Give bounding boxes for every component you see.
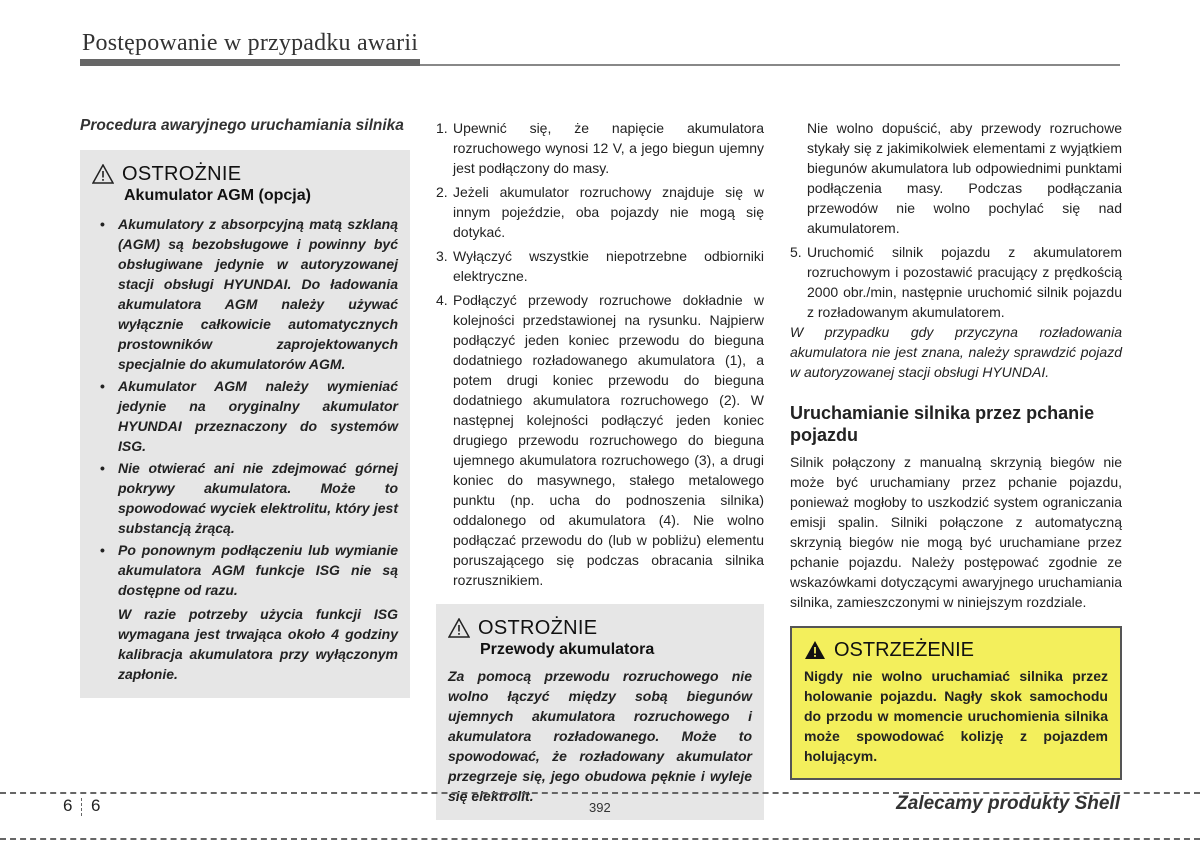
bottom-divider [0, 838, 1200, 840]
caution-box-agm [80, 150, 410, 698]
warning-triangle-icon [92, 164, 114, 184]
section-page-number [63, 796, 100, 816]
footer-slogan: Zalecamy produkty Shell [896, 793, 1120, 814]
list-item: • Akumulator AGM należy wymieniać jedynie na oryginalny akumulator HYUNDAI przeznaczony do systemów ISG. [92, 376, 398, 456]
list-item [436, 290, 764, 590]
warning-title-text: OSTRZEŻENIE [834, 639, 975, 661]
page-counter: 392 [589, 800, 611, 815]
procedure-steps [436, 118, 764, 590]
step-number: 1. [436, 120, 448, 136]
list-item: • Po ponownym podłączeniu lub wymianie akumulatora AGM funkcje ISG nie są dostępne od razu. [92, 540, 398, 600]
caution-subtitle: Przewody akumulatora [480, 641, 655, 658]
column-left [80, 116, 410, 698]
section-number: 6 [63, 796, 73, 815]
list-item [436, 182, 764, 242]
step-number: 5. [790, 244, 802, 260]
section-heading-push-start: Uruchamianie silnika przez pchanie pojazdu [790, 403, 1095, 445]
warning-title [804, 638, 1108, 662]
warning-text: Nigdy nie wolno uruchamiać silnika przez holowanie pojazdu. Nagły skok samochodu do przodu w momencie uruchomienia silnika może spowodować kolizję z pojazdem holującym. [804, 668, 1108, 764]
column-middle [436, 118, 764, 820]
list-item [790, 242, 1122, 322]
warning-triangle-icon [804, 640, 826, 660]
list-item [436, 246, 764, 286]
footer-separator [81, 798, 82, 816]
caution-title [92, 162, 398, 186]
caution-subtitle: Akumulator AGM (opcja) [124, 187, 311, 204]
caution-extra-note: W razie potrzeby użycia funkcji ISG wymagana jest trwająca około 4 godziny kalibracja akumulatora przy wyłączonym zapłonie. [118, 606, 398, 682]
step-number: 3. [436, 248, 448, 264]
section-heading-emergency-start: Procedura awaryjnego uruchamiania silnika [80, 117, 404, 134]
step-text: Jeżeli akumulator rozruchowy znajduje się w innym pojeździe, oba pojazdy nie mogą się dotykać. [453, 184, 764, 240]
note-text: W przypadku gdy przyczyna rozładowania akumulatora nie jest znana, należy sprawdzić pojazd w autoryzowanej stacji obsługi HYUNDAI. [790, 324, 1122, 380]
step-text: Wyłączyć wszystkie niepotrzebne odbiorniki elektryczne. [453, 248, 764, 284]
page-title: Postępowanie w przypadku awarii [82, 30, 419, 56]
step-number: 4. [436, 292, 448, 308]
caution-title [448, 616, 752, 640]
list-item [436, 118, 764, 178]
caution-text: Za pomocą przewodu rozruchowego nie wolno łączyć między sobą biegunów ujemnych akumulatora rozruchowego i akumulatora rozładowanego. Może to spowodować, że rozładowany akumulator przegrzeje się, jego obudowa pęknie i wyleje się elektrolit. [448, 668, 752, 804]
step-text: Upewnić się, że napięcie akumulatora rozruchowego wynosi 12 V, a jego biegun ujemny jest podłączony do masy. [453, 120, 764, 176]
header-rule [420, 64, 1120, 66]
step-continuation: Nie wolno dopuścić, aby przewody rozruchowe stykały się z jakimikolwiek elementami z wyjątkiem biegunów akumulatora lub odpowiednimi punktami podłączenia masy. Podczas podłączania przewodów nie wolno pochylać się nad akumulatorem. [807, 120, 1122, 236]
header-bar [80, 59, 420, 66]
list-item: • Akumulatory z absorpcyjną matą szklaną (AGM) są bezobsługowe i powinny być obsługiwane jedynie w autoryzowanej stacji obsługi HYUNDAI. Do ładowania akumulatora AGM należy używać wyłącznie całkowicie automatycznych prostowników zaprojektowanych specjalnie do akumulatorów AGM. [92, 214, 398, 374]
list-item: • Nie otwierać ani nie zdejmować górnej pokrywy akumulatora. Może to spowodować wyciek elektrolitu, który jest substancją żrącą. [92, 458, 398, 538]
step-text: Podłączyć przewody rozruchowe dokładnie w kolejności przedstawionej na rysunku. Najpierw podłączyć jeden koniec przewodu do bieguna dodatniego rozładowanego akumulatora (1), a potem drugi koniec przewodu do bieguna dodatniego akumulatora rozruchowego (2). W następnej kolejności podłączyć jeden koniec drugiego przewodu rozruchowego do bieguna ujemnego akumulatora rozruchowego (3), a drugi koniec do masywnego, stałego metalowego punktu (np. ucha do podnoszenia silnika) oddalonego od akumulatora (4). Nie wolno podłączać przewodu do (lub w pobliżu) elementu poruszającego się podczas obracania silnika rozrusznikiem. [453, 292, 764, 588]
page-number: 6 [90, 796, 101, 815]
caution-list [92, 214, 398, 600]
step-text: Uruchomić silnik pojazdu z akumulatorem rozruchowym i pozostawić pracujący z prędkością 2000 obr./min, następnie uruchomić silnik pojazdu z rozładowanym akumulatorem. [807, 244, 1122, 320]
caution-box-cables [436, 604, 764, 820]
paragraph-text: Silnik połączony z manualną skrzynią biegów nie może być uruchamiany przez pchanie pojazdu, ponieważ mogłoby to uszkodzić system ograniczania emisji spalin. Silniki połączone z automatyczną skrzynią biegów nie mogą być uruchamiane przez pchanie pojazdu. Należy postępować zgodnie ze wskazówkami dotyczącymi awaryjnego uruchamiania silnika, zamieszczonymi w niniejszym rozdziale. [790, 454, 1122, 610]
warning-box [790, 626, 1122, 780]
caution-title-text: OSTROŻNIE [122, 163, 242, 185]
warning-triangle-icon [448, 618, 470, 638]
caution-title-text: OSTROŻNIE [478, 617, 598, 639]
column-right [790, 118, 1122, 780]
step-number: 2. [436, 184, 448, 200]
